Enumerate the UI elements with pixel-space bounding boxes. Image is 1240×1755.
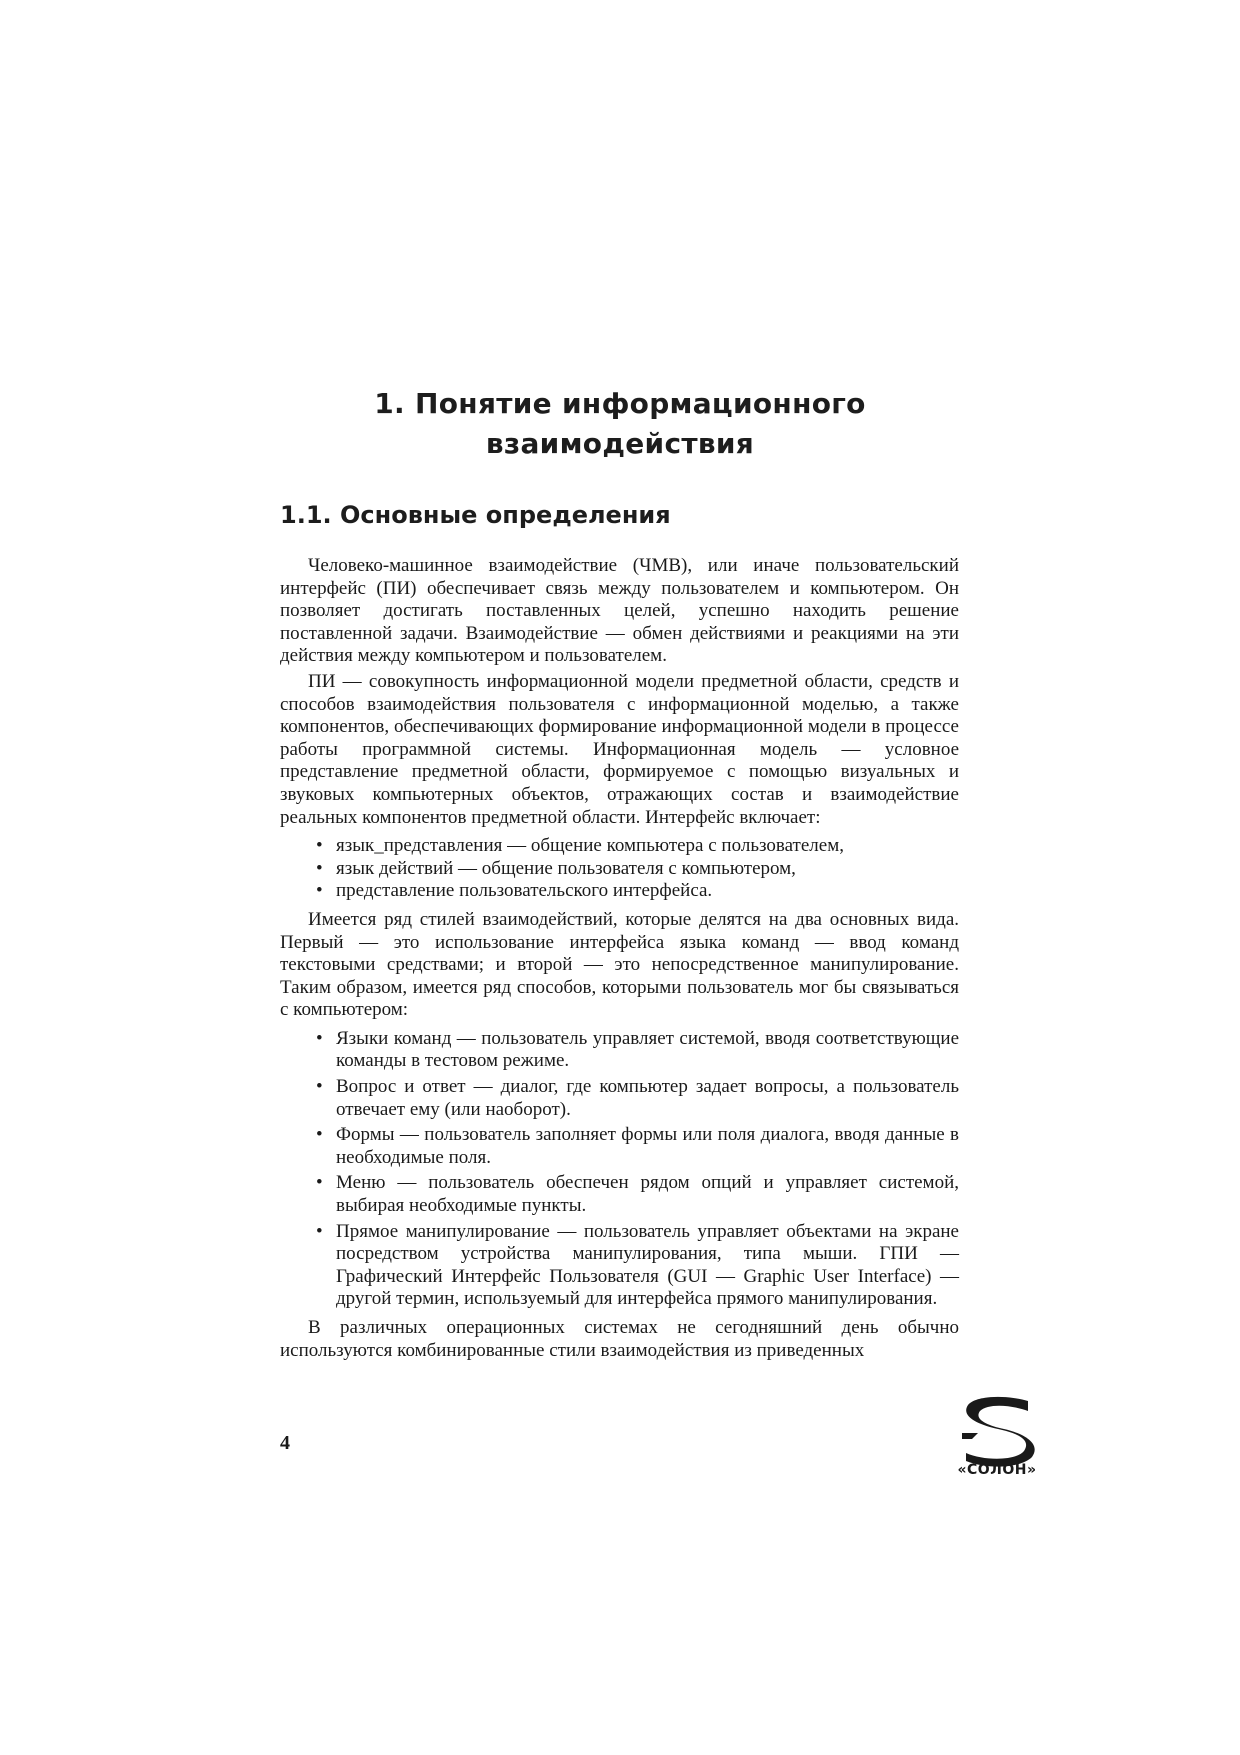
list-item: • Меню — пользователь обеспечен рядом опций и управляет системой, выбирая необходимые пункты. (336, 1172, 959, 1217)
interface-components-list (280, 835, 959, 903)
list-item: • язык действий — общение пользователя с компьютером, (336, 858, 959, 881)
interaction-styles-list (280, 1028, 959, 1311)
page-number: 4 (280, 1432, 290, 1454)
list-item: • язык_представления — общение компьютера с пользователем, (336, 835, 959, 858)
list-item: • Языки команд — пользователь управляет системой, вводя соответствующие команды в тестовом режиме. (336, 1028, 959, 1073)
chapter-title-line-2: взаимодействия (485, 427, 755, 460)
list-item: • Формы — пользователь заполняет формы или поля диалога, вводя данные в необходимые поля. (336, 1124, 959, 1169)
paragraph-1: Человеко-машинное взаимодействие (ЧМВ), или иначе пользовательский интерфейс (ПИ) обеспечивает связь между пользователем и компьютером. Он позволяет достигать поставленных целей, успешно находить решение поставленной задачи. Взаимодействие — обмен действиями и реакциями на эти действия между компьютером и пользователем. (280, 555, 959, 667)
list-item: • представление пользовательского интерфейса. (336, 880, 959, 903)
chapter-title (280, 384, 960, 464)
list-item: • Прямое манипулирование — пользователь управляет объектами на экране посредством устройства манипулирования, типа мыши. ГПИ — Графический Интерфейс Пользователя (GUI — Graphic User Interface) — другой термин, используемый для интерфейса прямого манипулирования. (336, 1221, 959, 1311)
publisher-name: «СОЛОН» (957, 1462, 1037, 1478)
section-title: 1.1. Основные определения (280, 501, 671, 529)
paragraph-3: Имеется ряд стилей взаимодействий, которые делятся на два основных вида. Первый — это использование интерфейса языка команд — ввод команд текстовыми средствами; и второй — это непосредственное манипулирование. Таким образом, имеется ряд способов, которыми пользователь мог бы связываться с компьютером: (280, 908, 959, 1021)
chapter-title-line-1: 1. Понятие информационного (374, 387, 866, 420)
body-text (280, 555, 959, 1365)
paragraph-2: ПИ — совокупность информационной модели предметной области, средств и способов взаимодействия пользователя с информационной моделью, а также компонентов, обеспечивающих формирование информационной модели в процессе работы программной системы. Информационная модель — условное представление предметной области, формируемое с помощью визуальных и звуковых компьютерных объектов, отражающих состав и взаимодействие реальных компонентов предметной области. Интерфейс включает: (280, 670, 959, 828)
list-item: • Вопрос и ответ — диалог, где компьютер задает вопросы, а пользователь отвечает ему (или наоборот). (336, 1076, 959, 1121)
paragraph-4: В различных операционных системах не сегодняшний день обычно используются комбинированные стили взаимодействия из приведенных (280, 1317, 959, 1361)
